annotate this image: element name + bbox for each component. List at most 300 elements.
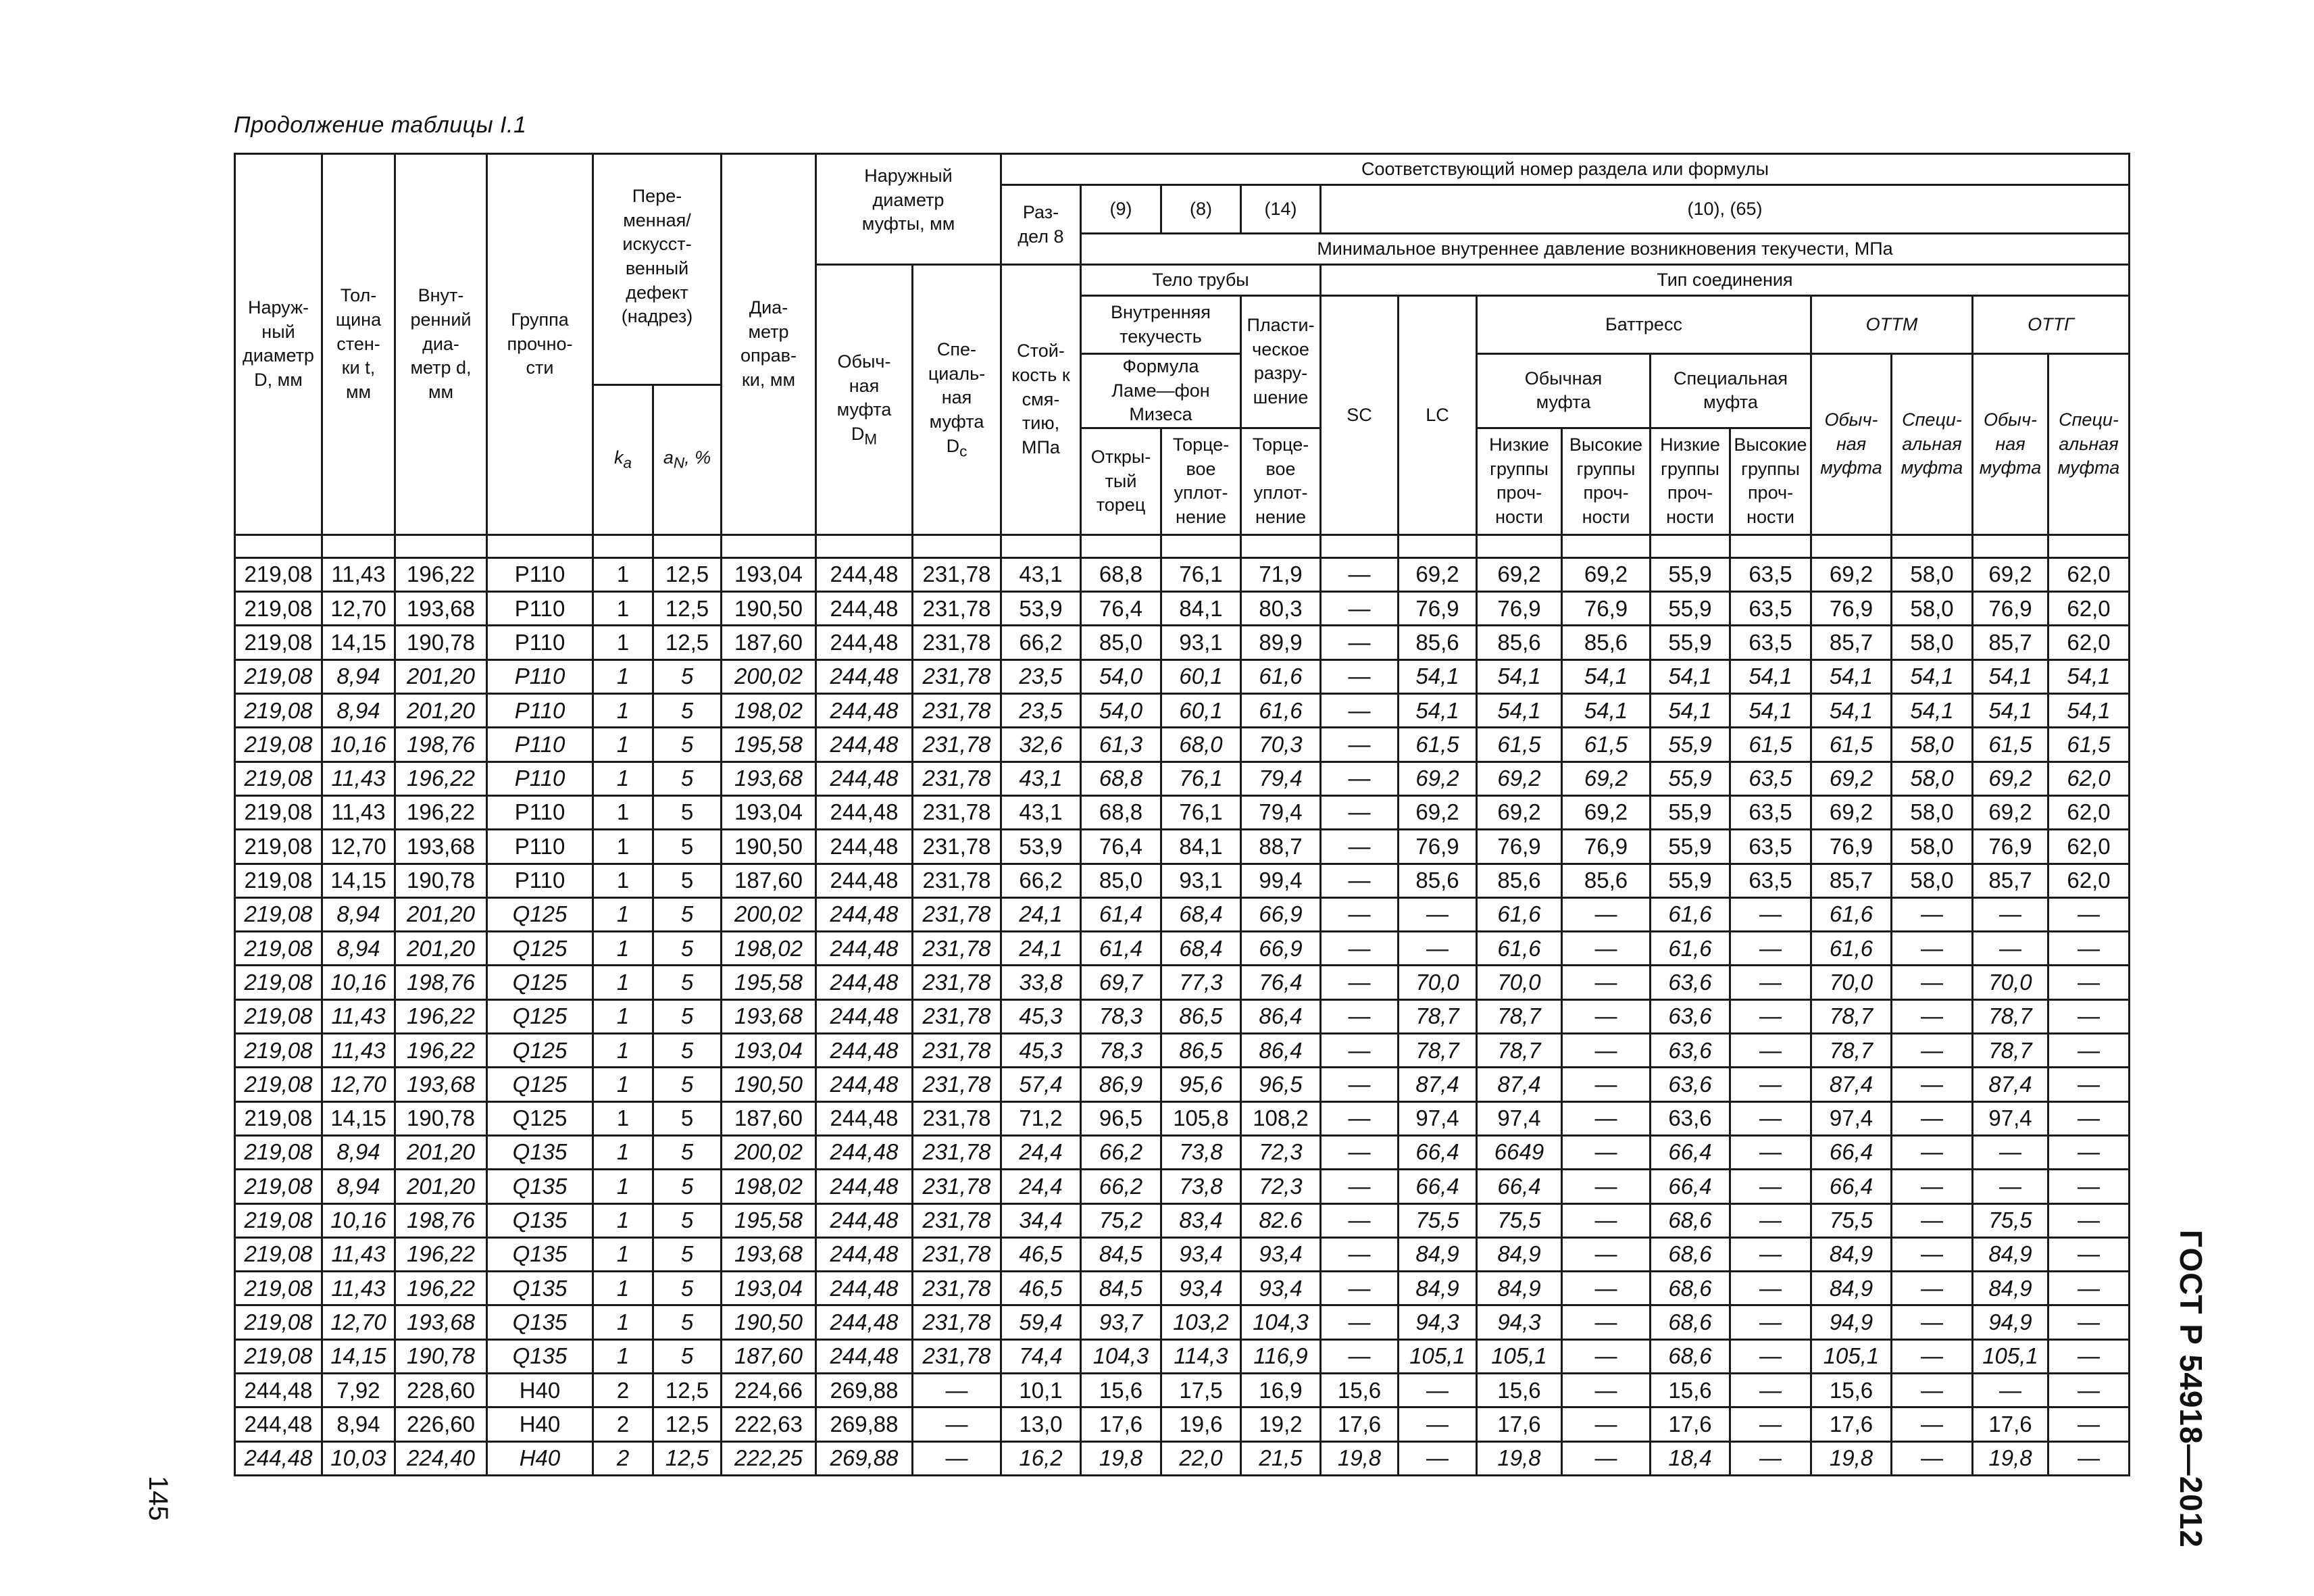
table-cell: 190,78 [395, 1101, 487, 1135]
table-cell: 53,9 [1001, 592, 1081, 626]
table-cell: — [1321, 966, 1399, 999]
header-buttress-special: Специальная муфта [1651, 354, 1811, 428]
header-f10-65: (10), (65) [1321, 185, 2130, 234]
table-cell: 8,94 [322, 897, 395, 931]
table-cell: — [1321, 592, 1399, 626]
table-cell: 193,68 [395, 1068, 487, 1101]
table-row [235, 762, 2130, 795]
header-f8: (8) [1161, 185, 1241, 234]
spacer-cell [1730, 534, 1811, 557]
table-cell: 19,6 [1161, 1407, 1241, 1441]
table-cell: 88,7 [1241, 830, 1321, 864]
table-cell: 244,48 [816, 1101, 913, 1135]
table-cell: 219,08 [235, 1101, 322, 1135]
table-cell: 190,50 [722, 830, 816, 864]
table-cell: 69,2 [1973, 795, 2048, 829]
table-cell: — [1892, 1135, 1973, 1169]
table-cell: 190,50 [722, 592, 816, 626]
table-cell: — [913, 1407, 1001, 1441]
table-cell: — [1562, 1272, 1651, 1305]
table-cell: 231,78 [913, 557, 1001, 591]
table-cell: 244,48 [816, 999, 913, 1033]
table-cell: 54,1 [1399, 659, 1477, 693]
table-cell: 195,58 [722, 966, 816, 999]
table-cell: 244,48 [816, 1170, 913, 1203]
table-cell: 55,9 [1651, 626, 1730, 659]
table-row [235, 728, 2130, 762]
table-cell: 1 [593, 999, 653, 1033]
table-cell: 190,78 [395, 1339, 487, 1373]
table-cell: 61,6 [1651, 897, 1730, 931]
table-cell: 201,20 [395, 1135, 487, 1169]
table-cell: 219,08 [235, 1068, 322, 1101]
table-cell: — [1321, 694, 1399, 728]
table-cell: 69,2 [1562, 557, 1651, 591]
table-cell: — [1892, 1407, 1973, 1441]
table-cell: 58,0 [1892, 795, 1973, 829]
table-cell: 85,0 [1081, 626, 1161, 659]
table-row [235, 1305, 2130, 1339]
table-cell: — [1730, 1374, 1811, 1407]
table-cell: 231,78 [913, 1339, 1001, 1373]
table-cell: 201,20 [395, 897, 487, 931]
table-cell: 85,6 [1399, 864, 1477, 897]
table-cell: 55,9 [1651, 557, 1730, 591]
header-open-end: Откры- тый торец [1081, 428, 1161, 534]
table-cell: 231,78 [913, 1272, 1001, 1305]
table-cell: 244,48 [816, 694, 913, 728]
table-cell: 85,7 [1973, 626, 2048, 659]
table-row [235, 1407, 2130, 1441]
table-cell: 55,9 [1651, 728, 1730, 762]
table-cell: 12,5 [653, 626, 722, 659]
table-cell: 5 [653, 1203, 722, 1237]
table-cell: Q125 [487, 1068, 593, 1101]
table-cell: 63,5 [1730, 626, 1811, 659]
table-cell: 1 [593, 1339, 653, 1373]
spacer-cell [593, 534, 653, 557]
table-cell: 69,2 [1399, 557, 1477, 591]
table-row [235, 830, 2130, 864]
table-cell: 244,48 [816, 1339, 913, 1373]
table-cell: 201,20 [395, 659, 487, 693]
table-cell: 97,4 [1399, 1101, 1477, 1135]
spacer-cell [1399, 534, 1477, 557]
table-cell: 5 [653, 966, 722, 999]
table-cell: 17,6 [1081, 1407, 1161, 1441]
table-cell: 1 [593, 1170, 653, 1203]
table-cell: — [1321, 1339, 1399, 1373]
table-cell: 1 [593, 1068, 653, 1101]
table-cell: 78,3 [1081, 1034, 1161, 1068]
table-cell: 76,4 [1081, 830, 1161, 864]
header-connection-type: Тип соединения [1321, 265, 2130, 296]
table-cell: 12,5 [653, 1441, 722, 1475]
table-cell: 114,3 [1161, 1339, 1241, 1373]
table-cell: — [2048, 1101, 2130, 1135]
table-cell: 5 [653, 1135, 722, 1169]
table-cell: 200,02 [722, 897, 816, 931]
table-cell: 244,48 [816, 659, 913, 693]
table-cell: 1 [593, 966, 653, 999]
table-cell: 10,03 [322, 1441, 395, 1475]
table-cell: 187,60 [722, 864, 816, 897]
table-cell: 54,0 [1081, 659, 1161, 693]
table-cell: 54,1 [1730, 694, 1811, 728]
table-cell: 78,7 [1973, 1034, 2048, 1068]
table-cell: 62,0 [2048, 864, 2130, 897]
table-cell: 244,48 [816, 830, 913, 864]
table-cell: 231,78 [913, 932, 1001, 966]
table-cell: Q125 [487, 999, 593, 1033]
table-row [235, 1170, 2130, 1203]
table-row [235, 694, 2130, 728]
table-cell: 1 [593, 1203, 653, 1237]
table-cell: 269,88 [816, 1407, 913, 1441]
table-cell: — [1562, 1068, 1651, 1101]
table-cell: 5 [653, 762, 722, 795]
table-cell: 69,2 [1399, 762, 1477, 795]
table-cell: 8,94 [322, 1170, 395, 1203]
table-cell: 231,78 [913, 728, 1001, 762]
table-cell: — [1892, 966, 1973, 999]
table-cell: 76,9 [1973, 592, 2048, 626]
table-cell: 70,0 [1973, 966, 2048, 999]
table-cell: 97,4 [1973, 1101, 2048, 1135]
table-cell: 231,78 [913, 592, 1001, 626]
table-cell: 75,5 [1399, 1203, 1477, 1237]
table-cell: 68,6 [1651, 1339, 1730, 1373]
table-cell: 198,76 [395, 1203, 487, 1237]
table-cell: 45,3 [1001, 1034, 1081, 1068]
table-cell: 75,5 [1811, 1203, 1892, 1237]
header-special-coupling: Спе- циаль- ная муфта $D_c$ [913, 265, 1001, 535]
table-cell: 61,4 [1081, 897, 1161, 931]
table-cell: 55,9 [1651, 762, 1730, 795]
table-cell: — [1321, 1135, 1399, 1169]
header-f14: (14) [1241, 185, 1321, 234]
header-section-ref: Соответствующий номер раздела или формулы [1001, 154, 2130, 185]
table-cell: 231,78 [913, 694, 1001, 728]
table-cell: 5 [653, 1068, 722, 1101]
table-cell: 63,6 [1651, 1034, 1730, 1068]
table-cell: 231,78 [913, 1068, 1001, 1101]
table-cell: 17,6 [1811, 1407, 1892, 1441]
table-cell: 58,0 [1892, 728, 1973, 762]
header-ottg: ОТТГ [1973, 296, 2130, 354]
table-cell: 63,6 [1651, 1101, 1730, 1135]
table-cell: 244,48 [816, 1068, 913, 1101]
data-table [234, 153, 2130, 1476]
header-coupling-od: Наружный диаметр муфты, мм [816, 154, 1001, 265]
table-cell: 86,4 [1241, 1034, 1321, 1068]
table-cell: 15,6 [1477, 1374, 1562, 1407]
table-cell: 24,4 [1001, 1170, 1081, 1203]
table-cell: 187,60 [722, 1339, 816, 1373]
table-cell: 63,5 [1730, 830, 1811, 864]
table-cell: — [1892, 1305, 1973, 1339]
spacer-cell [1892, 534, 1973, 557]
table-cell: — [1730, 1068, 1811, 1101]
table-body [235, 534, 2130, 1475]
header-f9: (9) [1081, 185, 1161, 234]
header-min-pressure: Минимальное внутреннее давление возникновения текучести, МПа [1081, 234, 2130, 265]
table-cell: — [1321, 1034, 1399, 1068]
table-cell: 95,6 [1161, 1068, 1241, 1101]
table-cell: 24,1 [1001, 932, 1081, 966]
table-cell: 85,6 [1562, 626, 1651, 659]
standard-label: ГОСТ Р 54918—2012 [2173, 1230, 2209, 1548]
table-cell: 14,15 [322, 864, 395, 897]
table-cell: 71,9 [1241, 557, 1321, 591]
table-cell: 68,6 [1651, 1305, 1730, 1339]
table-cell: 61,6 [1811, 932, 1892, 966]
table-cell: 219,08 [235, 932, 322, 966]
table-cell: 193,68 [722, 1237, 816, 1271]
table-cell: — [1321, 1305, 1399, 1339]
table-cell: 58,0 [1892, 864, 1973, 897]
table-cell: 70,0 [1399, 966, 1477, 999]
header-high-grade: Высокие группы проч- ности [1562, 428, 1651, 534]
table-cell: 228,60 [395, 1374, 487, 1407]
table-caption: Продолжение таблицы I.1 [234, 112, 527, 138]
table-cell: 5 [653, 999, 722, 1033]
table-cell: 1 [593, 795, 653, 829]
table-cell: 5 [653, 897, 722, 931]
table-cell: 244,48 [816, 897, 913, 931]
header-ottg-regular: Обыч- ная муфта [1973, 354, 2048, 535]
table-cell: 86,4 [1241, 999, 1321, 1033]
table-cell: 63,5 [1730, 762, 1811, 795]
table-cell: 63,5 [1730, 795, 1811, 829]
table-cell: 8,94 [322, 694, 395, 728]
spacer-cell [1477, 534, 1562, 557]
header-plastic-failure: Пласти- ческое разру- шение [1241, 296, 1321, 428]
table-cell: — [2048, 1034, 2130, 1068]
table-cell: 244,48 [235, 1374, 322, 1407]
table-cell: P110 [487, 728, 593, 762]
table-cell: — [1321, 1237, 1399, 1271]
table-row [235, 557, 2130, 591]
table-cell: 16,9 [1241, 1374, 1321, 1407]
table-cell: 54,1 [1651, 694, 1730, 728]
table-cell: 1 [593, 659, 653, 693]
table-cell: 76,9 [1562, 592, 1651, 626]
table-cell: 72,3 [1241, 1170, 1321, 1203]
table-cell: 66,9 [1241, 897, 1321, 931]
table-cell: — [2048, 966, 2130, 999]
table-cell: 187,60 [722, 626, 816, 659]
table-cell: 193,68 [395, 1305, 487, 1339]
table-cell: 219,08 [235, 762, 322, 795]
table-cell: 219,08 [235, 864, 322, 897]
table-cell: — [1399, 1441, 1477, 1475]
table-cell: — [1399, 1407, 1477, 1441]
table-row [235, 1374, 2130, 1407]
table-cell: 54,1 [1811, 659, 1892, 693]
table-cell: 11,43 [322, 795, 395, 829]
table-cell: 73,8 [1161, 1135, 1241, 1169]
table-cell: 231,78 [913, 795, 1001, 829]
table-cell: — [1562, 1237, 1651, 1271]
table-cell: 54,1 [1811, 694, 1892, 728]
table-cell: Q135 [487, 1272, 593, 1305]
table-cell: 75,2 [1081, 1203, 1161, 1237]
table-cell: Q125 [487, 897, 593, 931]
table-cell: 231,78 [913, 1170, 1001, 1203]
table-cell: 63,5 [1730, 592, 1811, 626]
table-cell: 105,8 [1161, 1101, 1241, 1135]
table-cell: 219,08 [235, 1203, 322, 1237]
table-cell: — [1730, 1203, 1811, 1237]
table-cell: 61,6 [1477, 897, 1562, 931]
table-cell: 14,15 [322, 1101, 395, 1135]
table-cell: 23,5 [1001, 694, 1081, 728]
table-cell: 19,8 [1081, 1441, 1161, 1475]
table-cell: 32,6 [1001, 728, 1081, 762]
table-cell: 93,4 [1161, 1272, 1241, 1305]
table-cell: 66,4 [1399, 1135, 1477, 1169]
table-cell: 76,1 [1161, 762, 1241, 795]
table-cell: 1 [593, 830, 653, 864]
table-cell: — [1321, 932, 1399, 966]
table-cell: 1 [593, 557, 653, 591]
table-cell: 70,0 [1811, 966, 1892, 999]
table-cell: 219,08 [235, 795, 322, 829]
table-cell: 78,7 [1973, 999, 2048, 1033]
header-internal-yield: Внутренняя текучесть [1081, 296, 1241, 354]
table-cell: 78,7 [1811, 1034, 1892, 1068]
spacer-cell [913, 534, 1001, 557]
table-cell: P110 [487, 592, 593, 626]
header-section8: Раз- дел 8 [1001, 185, 1081, 265]
table-cell: 84,9 [1973, 1272, 2048, 1305]
table-cell: Q125 [487, 932, 593, 966]
spacer-cell [1811, 534, 1892, 557]
page-number: 145 [143, 1476, 173, 1521]
table-cell: P110 [487, 659, 593, 693]
table-cell: 75,5 [1477, 1203, 1562, 1237]
table-cell: 58,0 [1892, 592, 1973, 626]
table-cell: 54,0 [1081, 694, 1161, 728]
table-cell: — [2048, 1407, 2130, 1441]
table-cell: 11,43 [322, 1272, 395, 1305]
spacer-cell [395, 534, 487, 557]
table-cell: — [1730, 932, 1811, 966]
table-cell: — [1321, 1068, 1399, 1101]
table-cell: 87,4 [1973, 1068, 2048, 1101]
table-cell: 43,1 [1001, 795, 1081, 829]
table-cell: — [1321, 626, 1399, 659]
table-cell: 1 [593, 728, 653, 762]
table-header [235, 154, 2130, 535]
table-cell: 68,8 [1081, 557, 1161, 591]
table-cell: — [1562, 1305, 1651, 1339]
table-cell: 66,4 [1477, 1170, 1562, 1203]
header-low-grade-special: Низкие группы проч- ности [1651, 428, 1730, 534]
table-cell: 219,08 [235, 728, 322, 762]
table-cell: 21,5 [1241, 1441, 1321, 1475]
table-cell: 12,70 [322, 1305, 395, 1339]
table-cell: — [1892, 1170, 1973, 1203]
table-cell: 2 [593, 1441, 653, 1475]
table-cell: 201,20 [395, 1170, 487, 1203]
table-cell: 190,78 [395, 626, 487, 659]
table-cell: 269,88 [816, 1441, 913, 1475]
table-cell: 63,5 [1730, 557, 1811, 591]
table-cell: 68,8 [1081, 762, 1161, 795]
table-cell: — [2048, 1237, 2130, 1271]
table-cell: 54,1 [1562, 694, 1651, 728]
table-cell: 87,4 [1399, 1068, 1477, 1101]
table-cell: — [1562, 1135, 1651, 1169]
table-cell: — [2048, 897, 2130, 931]
table-cell: 19,8 [1477, 1441, 1562, 1475]
table-cell: 78,7 [1399, 999, 1477, 1033]
table-cell: 54,1 [2048, 694, 2130, 728]
table-cell: 82.6 [1241, 1203, 1321, 1237]
table-cell: — [1892, 1272, 1973, 1305]
table-cell: 46,5 [1001, 1272, 1081, 1305]
table-cell: 78,3 [1081, 999, 1161, 1033]
table-cell: 222,63 [722, 1407, 816, 1441]
table-cell: 58,0 [1892, 557, 1973, 591]
header-end-seal: Торце- вое уплот- нение [1161, 428, 1241, 534]
header-high-grade-special: Высокие группы проч- ности [1730, 428, 1811, 534]
table-cell: 17,6 [1973, 1407, 2048, 1441]
table-cell: 1 [593, 1135, 653, 1169]
table-cell: 1 [593, 1101, 653, 1135]
table-cell: 5 [653, 932, 722, 966]
table-cell: 61,6 [1241, 694, 1321, 728]
table-cell: 200,02 [722, 659, 816, 693]
table-cell: 66,2 [1081, 1135, 1161, 1169]
table-cell: 231,78 [913, 659, 1001, 693]
table-cell: 19,8 [1973, 1441, 2048, 1475]
table-cell: 54,1 [1477, 659, 1562, 693]
header-buttress: Баттресс [1477, 296, 1811, 354]
table-cell: 62,0 [2048, 557, 2130, 591]
header-end-seal-plastic: Торце- вое уплот- нение [1241, 428, 1321, 534]
table-cell: — [1892, 1034, 1973, 1068]
table-cell: — [1321, 830, 1399, 864]
table-cell: 63,6 [1651, 999, 1730, 1033]
table-cell: 68,6 [1651, 1272, 1730, 1305]
table-cell: 84,9 [1399, 1237, 1477, 1271]
spacer-cell [1562, 534, 1651, 557]
table-cell: 105,1 [1811, 1339, 1892, 1373]
table-cell: 12,70 [322, 592, 395, 626]
table-cell: — [1730, 1170, 1811, 1203]
table-cell: — [1562, 999, 1651, 1033]
table-cell: 55,9 [1651, 830, 1730, 864]
table-cell: 1 [593, 626, 653, 659]
table-cell: 69,7 [1081, 966, 1161, 999]
table-cell: 5 [653, 1034, 722, 1068]
table-cell: 68,4 [1161, 897, 1241, 931]
table-cell: 12,5 [653, 557, 722, 591]
table-cell: 231,78 [913, 1101, 1001, 1135]
table-cell: P110 [487, 864, 593, 897]
table-cell: 244,48 [816, 1034, 913, 1068]
table-cell: 219,08 [235, 999, 322, 1033]
table-cell: 15,6 [1081, 1374, 1161, 1407]
table-cell: 10,16 [322, 1203, 395, 1237]
table-cell: 219,08 [235, 1170, 322, 1203]
table-cell: 54,1 [1477, 694, 1562, 728]
table-cell: 2 [593, 1374, 653, 1407]
table-cell: — [1730, 1407, 1811, 1441]
